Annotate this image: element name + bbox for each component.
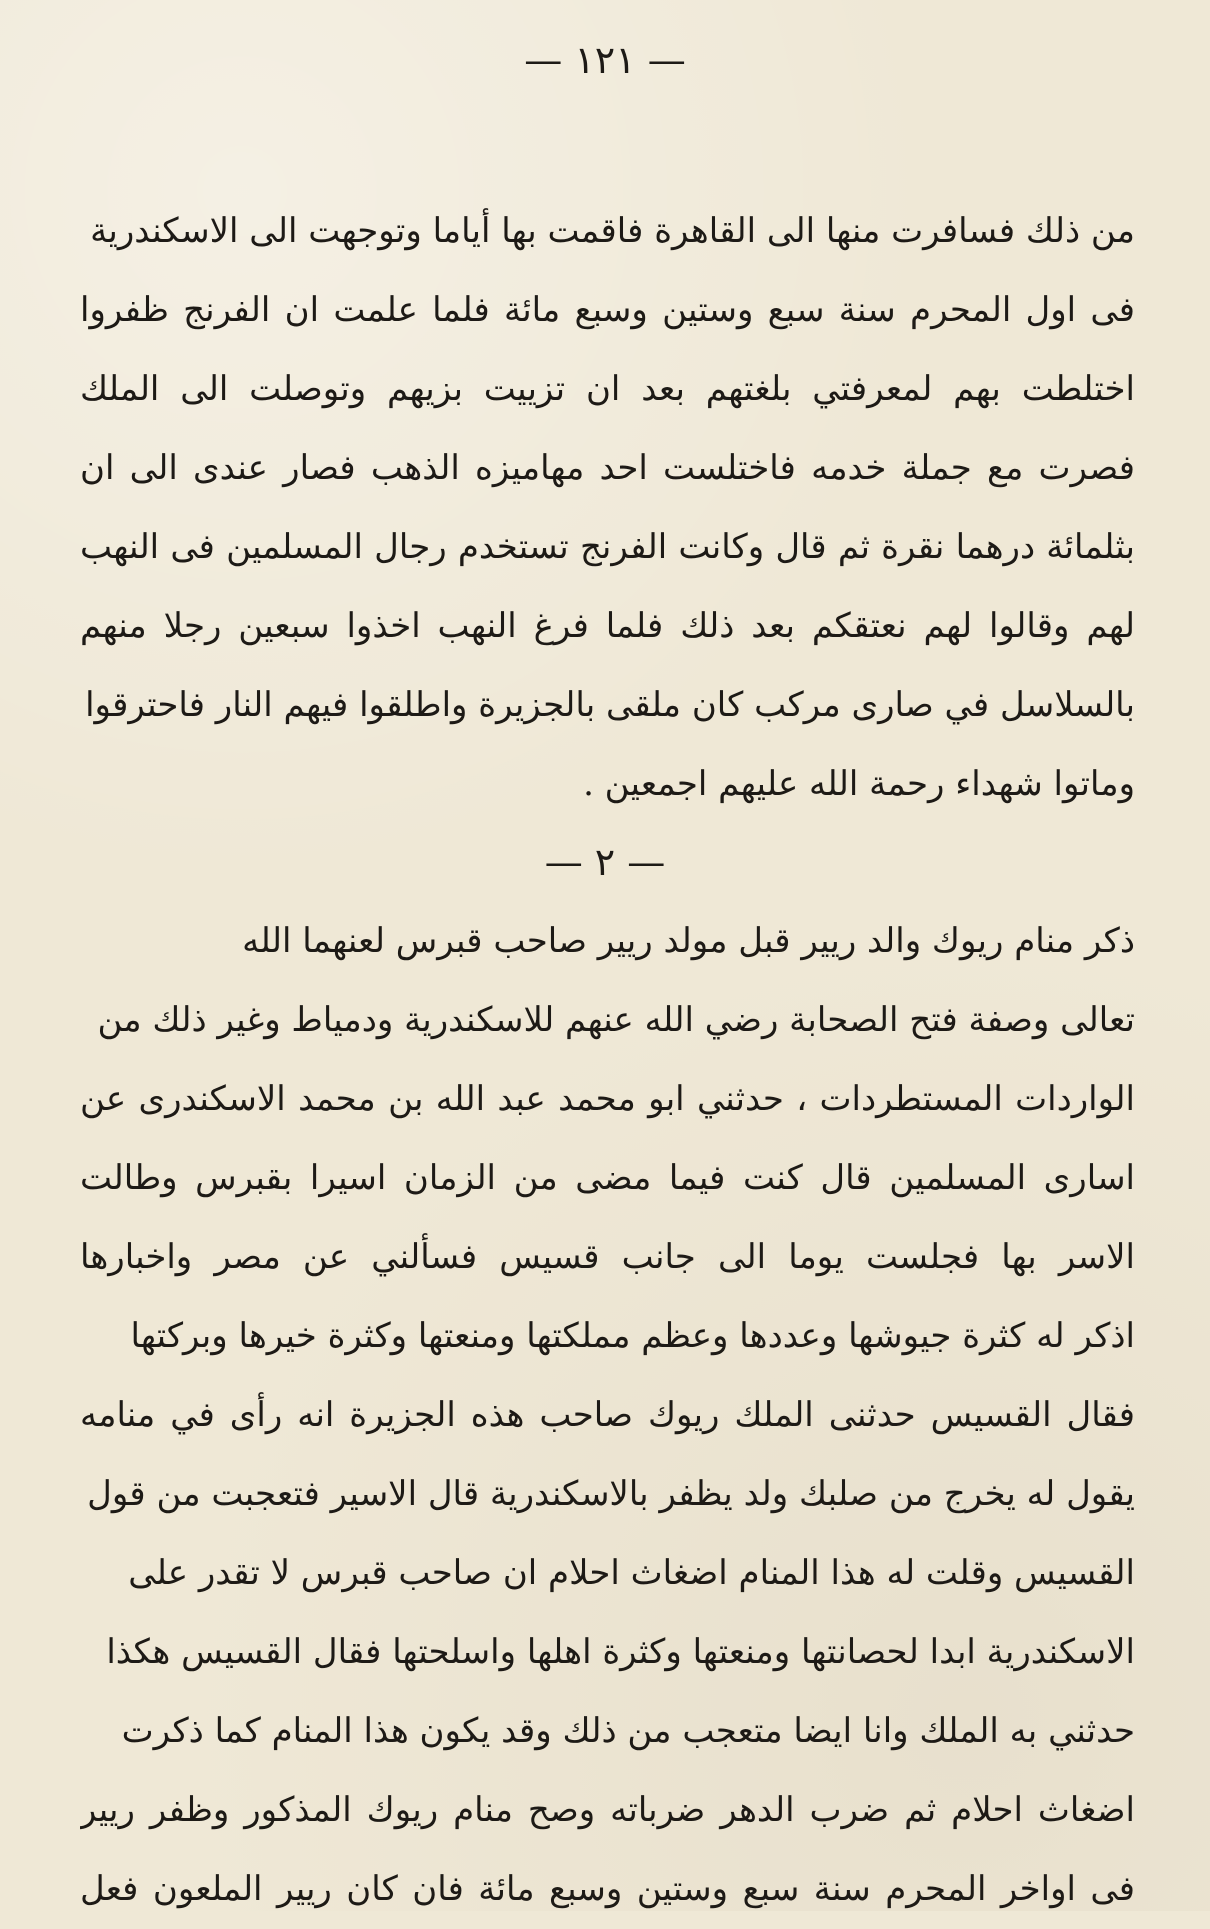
- paragraph-1-line-8: وماتوا شهداء رحمة الله عليهم اجمعين .: [583, 764, 1135, 804]
- paragraph-1-line-2: فى اول المحرم سنة سبع وستين وسبع مائة فلما علمت ان الفرنج ظفروا: [80, 290, 1135, 330]
- paragraph-2: [80, 902, 1135, 1929]
- paragraph-2-line-11: حدثني به الملك وانا ايضا متعجب من ذلك وقد يكون هذا المنام كما ذكرت: [121, 1711, 1135, 1751]
- paragraph-2-line-12: اضغاث احلام ثم ضرب الدهر ضرباته وصح منام ريوك المذكور وظفر ريير: [80, 1790, 1135, 1830]
- paragraph-2-line-10: الاسكندرية ابدا لحصانتها ومنعتها وكثرة اهلها واسلحتها فقال القسيس هكذا: [106, 1632, 1135, 1672]
- paragraph-2-line-7: فقال القسيس حدثنى الملك ريوك صاحب هذه الجزيرة انه رأى في منامه: [80, 1395, 1135, 1435]
- paragraph-2-line-6: اذكر له كثرة جيوشها وعددها وعظم مملكتها ومنعتها وكثرة خيرها وبركتها: [130, 1316, 1135, 1356]
- paragraph-2-line-1: ذكر منام ريوك والد ريير قبل مولد ريير صاحب قبرس لعنهما الله: [242, 921, 1135, 961]
- paragraph-1: [80, 192, 1135, 824]
- paragraph-2-line-3: الواردات المستطردات ، حدثني ابو محمد عبد الله بن محمد الاسكندرى عن: [80, 1079, 1135, 1119]
- paragraph-2-line-2: تعالى وصفة فتح الصحابة رضي الله عنهم للاسكندرية ودمياط وغير ذلك من: [97, 1000, 1135, 1040]
- paragraph-2-line-8: يقول له يخرج من صلبك ولد يظفر بالاسكندرية قال الاسير فتعجبت من قول: [87, 1474, 1135, 1514]
- paragraph-2-line-4: اسارى المسلمين قال كنت فيما مضى من الزمان اسيرا بقبرس وطالت: [80, 1158, 1135, 1198]
- paragraph-1-line-5: بثلمائة درهما نقرة ثم قال وكانت الفرنج تستخدم رجال المسلمين فى النهب: [80, 527, 1135, 567]
- paragraph-1-line-1: من ذلك فسافرت منها الى القاهرة فاقمت بها أياما وتوجهت الى الاسكندرية: [90, 211, 1135, 251]
- paragraph-1-line-7: بالسلاسل في صارى مركب كان ملقى بالجزيرة واطلقوا فيهم النار فاحترقوا: [85, 685, 1135, 725]
- section-number: — ٢ —: [544, 840, 666, 884]
- paragraph-2-line-5: الاسر بها فجلست يوما الى جانب قسيس فسألني عن مصر واخبارها: [80, 1237, 1135, 1277]
- paragraph-1-line-6: لهم وقالوا لهم نعتقكم بعد ذلك فلما فرغ النهب اخذوا سبعين رجلا منهم: [80, 606, 1135, 646]
- paragraph-2-line-13: فى اواخر المحرم سنة سبع وستين وسبع مائة فان كان ريير الملعون فعل: [80, 1869, 1135, 1909]
- paragraph-1-line-4: فصرت مع جملة خدمه فاختلست احد مهاميزه الذهب فصار عندى الى ان: [80, 448, 1135, 488]
- page-number-header: — ١٢١ —: [524, 38, 686, 82]
- paragraph-1-line-3: اختلطت بهم لمعرفتي بلغتهم بعد ان تزييت بزيهم وتوصلت الى الملك: [80, 369, 1135, 409]
- paragraph-2-line-9: القسيس وقلت له هذا المنام اضغاث احلام ان صاحب قبرس لا تقدر على: [128, 1553, 1135, 1593]
